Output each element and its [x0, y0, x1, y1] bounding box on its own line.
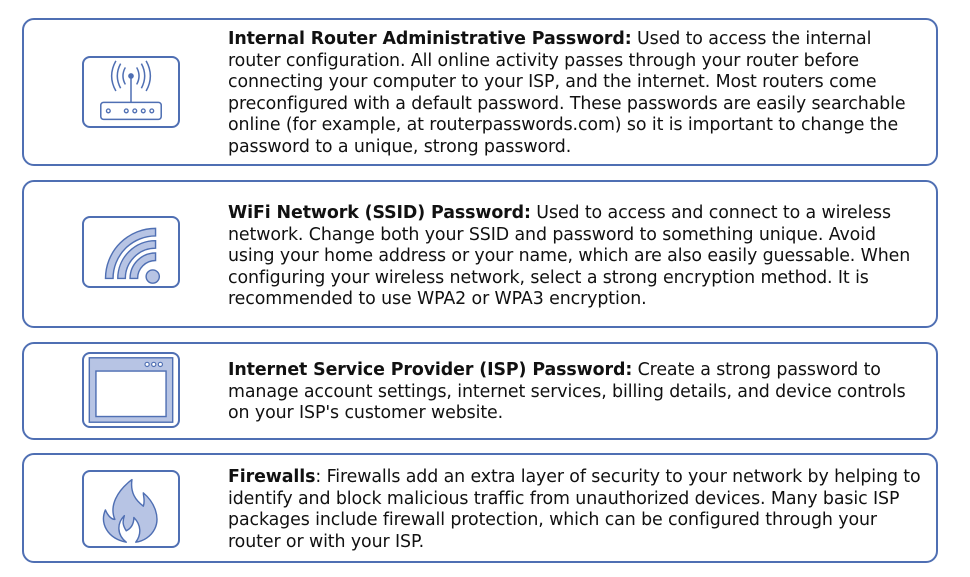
firewalls-body: : Firewalls add an extra layer of security to your network by helping to identify and block malicious traffic from unauthorized devices. Many basic ISP packages include firewall protection, which can be configured through your router or with your ISP. [228, 467, 921, 552]
isp-password-body: Create a strong password to manage account settings, internet services, billing details, and device controls on your ISP's customer website. [228, 360, 906, 423]
fire-icon [82, 470, 180, 548]
firewalls-card [22, 453, 938, 563]
isp-password-text [228, 360, 924, 425]
router-password-title: Internal Router Administrative Password: [228, 29, 632, 49]
router-icon [82, 56, 180, 128]
router-password-body: Used to access the internal router configuration. All online activity passes through your router before connecting your computer to your ISP, and the internet. Most routers come preconfigured with a default password. These passwords are easily searchable online (for example, at routerpasswords.com) so it is important to change the password to a unique, strong password. [228, 29, 906, 157]
isp-password-card [22, 342, 938, 440]
browser-window-icon [82, 352, 180, 428]
router-password-text [228, 29, 924, 158]
wifi-password-body: Used to access and connect to a wireless network. Change both your SSID and password to something unique. Avoid using your home address or your name, which are also easily guessable. When configuring your wireless network, select a strong encryption method. It is recommended to use WPA2 or WPA3 encryption. [228, 203, 911, 309]
isp-password-title: Internet Service Provider (ISP) Password: [228, 360, 633, 380]
wifi-icon [82, 216, 180, 288]
router-password-card [22, 18, 938, 166]
firewalls-text [228, 467, 924, 553]
wifi-password-card [22, 180, 938, 328]
wifi-password-text [228, 203, 924, 311]
firewalls-title: Firewalls [228, 467, 316, 487]
wifi-password-title: WiFi Network (SSID) Password: [228, 203, 531, 223]
